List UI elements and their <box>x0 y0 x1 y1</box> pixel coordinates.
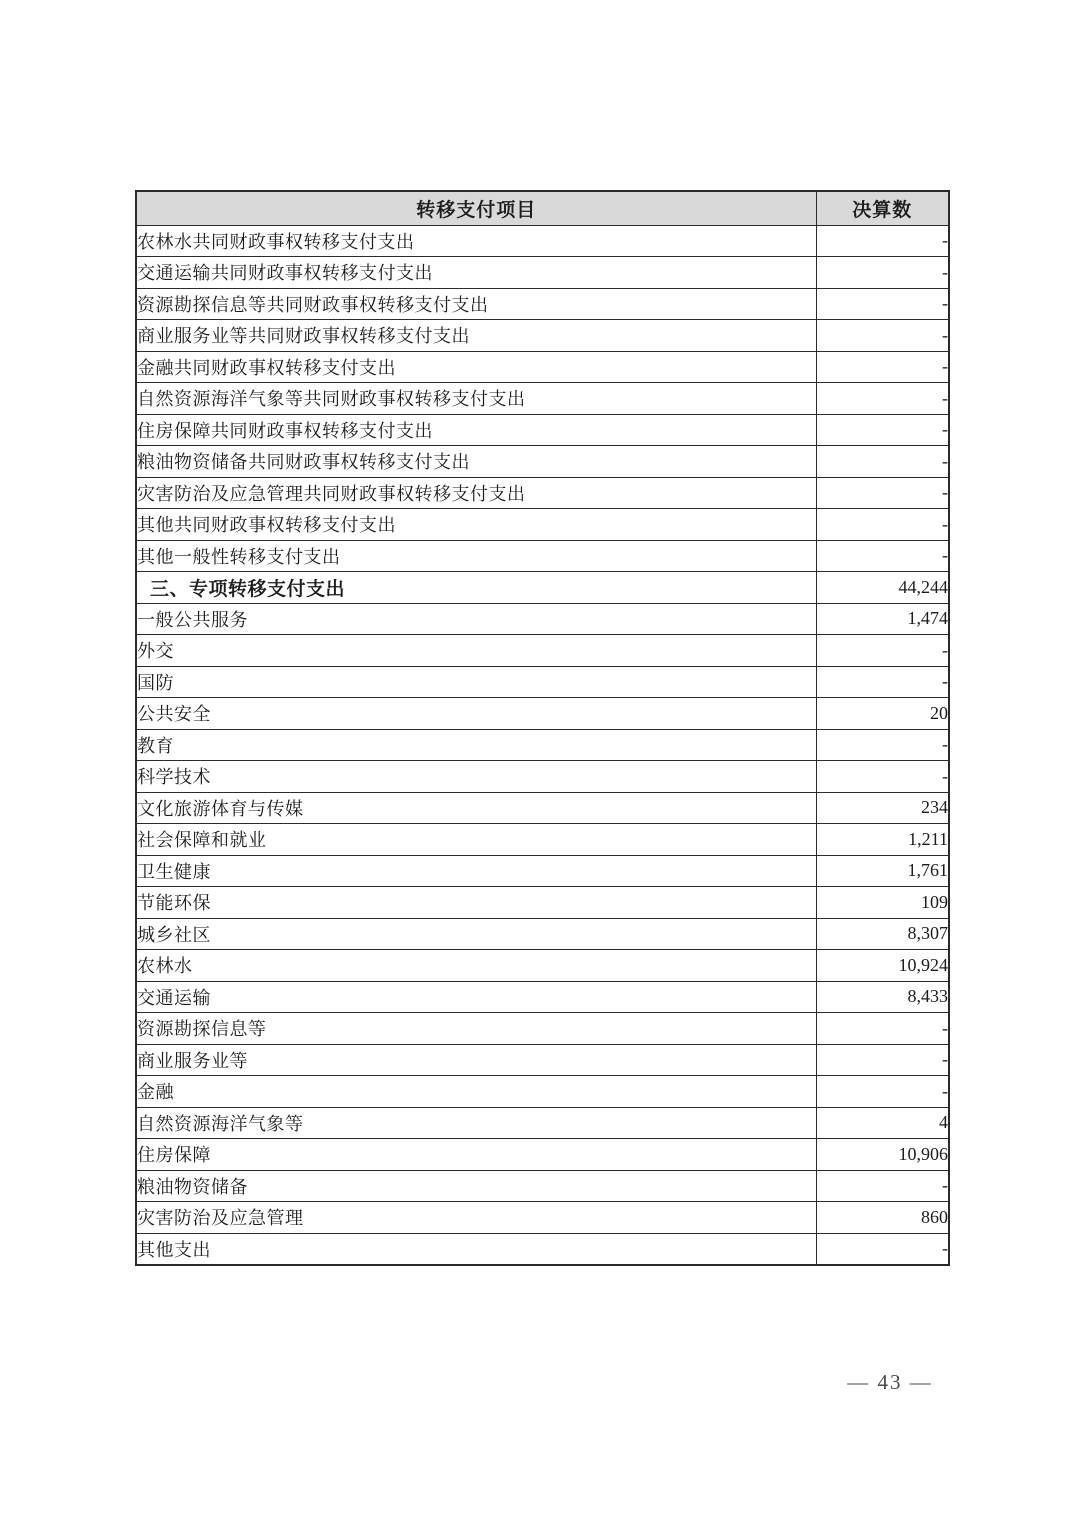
row-value: - <box>816 729 949 761</box>
table-row <box>136 698 949 730</box>
table-row <box>136 383 949 415</box>
row-label: 住房保障 <box>136 1139 816 1171</box>
table-row <box>136 792 949 824</box>
row-label: 住房保障共同财政事权转移支付支出 <box>136 414 816 446</box>
row-label: 金融 <box>136 1076 816 1108</box>
table-row <box>136 414 949 446</box>
row-label: 科学技术 <box>136 761 816 793</box>
table-row <box>136 1170 949 1202</box>
row-label: 资源勘探信息等 <box>136 1013 816 1045</box>
table-row <box>136 320 949 352</box>
row-label: 农林水 <box>136 950 816 982</box>
table-row <box>136 1076 949 1108</box>
row-value: - <box>816 1013 949 1045</box>
row-value: 109 <box>816 887 949 919</box>
table-row <box>136 981 949 1013</box>
row-label: 农林水共同财政事权转移支付支出 <box>136 225 816 257</box>
table-row <box>136 1107 949 1139</box>
row-label: 自然资源海洋气象等共同财政事权转移支付支出 <box>136 383 816 415</box>
row-label: 教育 <box>136 729 816 761</box>
row-label: 国防 <box>136 666 816 698</box>
row-value: 1,761 <box>816 855 949 887</box>
row-label: 外交 <box>136 635 816 667</box>
row-value: - <box>816 446 949 478</box>
row-value: 8,307 <box>816 918 949 950</box>
row-label: 商业服务业等共同财政事权转移支付支出 <box>136 320 816 352</box>
row-label: 其他一般性转移支付支出 <box>136 540 816 572</box>
row-value: 20 <box>816 698 949 730</box>
row-value: - <box>816 383 949 415</box>
row-value: - <box>816 257 949 289</box>
row-label: 灾害防治及应急管理 <box>136 1202 816 1234</box>
row-value: - <box>816 351 949 383</box>
row-value: 1,474 <box>816 603 949 635</box>
table-row <box>136 477 949 509</box>
row-value: - <box>816 666 949 698</box>
column-header-final-amount: 决算数 <box>816 191 949 225</box>
table-row <box>136 540 949 572</box>
table-row <box>136 351 949 383</box>
table-row <box>136 446 949 478</box>
row-label: 文化旅游体育与传媒 <box>136 792 816 824</box>
row-label: 灾害防治及应急管理共同财政事权转移支付支出 <box>136 477 816 509</box>
table-row <box>136 603 949 635</box>
row-value: 44,244 <box>816 572 949 604</box>
row-value: 10,924 <box>816 950 949 982</box>
table-row <box>136 288 949 320</box>
row-value: - <box>816 320 949 352</box>
table-row <box>136 918 949 950</box>
row-label: 交通运输 <box>136 981 816 1013</box>
row-value: - <box>816 1170 949 1202</box>
row-label: 粮油物资储备共同财政事权转移支付支出 <box>136 446 816 478</box>
row-label: 其他共同财政事权转移支付支出 <box>136 509 816 541</box>
table-row <box>136 1139 949 1171</box>
transfer-payment-table <box>135 190 950 1266</box>
table-row <box>136 666 949 698</box>
table-row <box>136 950 949 982</box>
table-row <box>136 887 949 919</box>
row-label: 三、专项转移支付支出 <box>136 572 816 604</box>
row-label: 公共安全 <box>136 698 816 730</box>
row-label: 卫生健康 <box>136 855 816 887</box>
page-number: — 43 — <box>847 1370 933 1394</box>
row-value: - <box>816 635 949 667</box>
table-row <box>136 1013 949 1045</box>
row-label: 一般公共服务 <box>136 603 816 635</box>
row-value: - <box>816 414 949 446</box>
row-label: 资源勘探信息等共同财政事权转移支付支出 <box>136 288 816 320</box>
row-value: 860 <box>816 1202 949 1234</box>
row-label: 社会保障和就业 <box>136 824 816 856</box>
row-label: 商业服务业等 <box>136 1044 816 1076</box>
row-value: - <box>816 509 949 541</box>
row-label: 自然资源海洋气象等 <box>136 1107 816 1139</box>
table-section-row <box>136 572 949 604</box>
row-value: - <box>816 225 949 257</box>
row-label: 城乡社区 <box>136 918 816 950</box>
row-label: 交通运输共同财政事权转移支付支出 <box>136 257 816 289</box>
row-label: 金融共同财政事权转移支付支出 <box>136 351 816 383</box>
row-value: 1,211 <box>816 824 949 856</box>
row-value: 4 <box>816 1107 949 1139</box>
table-row <box>136 509 949 541</box>
row-value: - <box>816 540 949 572</box>
table-row <box>136 1233 949 1265</box>
row-label: 粮油物资储备 <box>136 1170 816 1202</box>
table-row <box>136 1202 949 1234</box>
table-row <box>136 761 949 793</box>
row-label: 其他支出 <box>136 1233 816 1265</box>
table-row <box>136 824 949 856</box>
row-label: 节能环保 <box>136 887 816 919</box>
row-value: - <box>816 477 949 509</box>
table-row <box>136 1044 949 1076</box>
table-row <box>136 729 949 761</box>
table-row <box>136 257 949 289</box>
row-value: 8,433 <box>816 981 949 1013</box>
table-body <box>136 225 949 1265</box>
row-value: 234 <box>816 792 949 824</box>
row-value: - <box>816 1233 949 1265</box>
table-row <box>136 635 949 667</box>
row-value: 10,906 <box>816 1139 949 1171</box>
row-value: - <box>816 1076 949 1108</box>
row-value: - <box>816 761 949 793</box>
row-value: - <box>816 288 949 320</box>
column-header-transfer-item: 转移支付项目 <box>136 191 816 225</box>
row-value: - <box>816 1044 949 1076</box>
table-row <box>136 225 949 257</box>
table-header-row <box>136 191 949 225</box>
table-row <box>136 855 949 887</box>
